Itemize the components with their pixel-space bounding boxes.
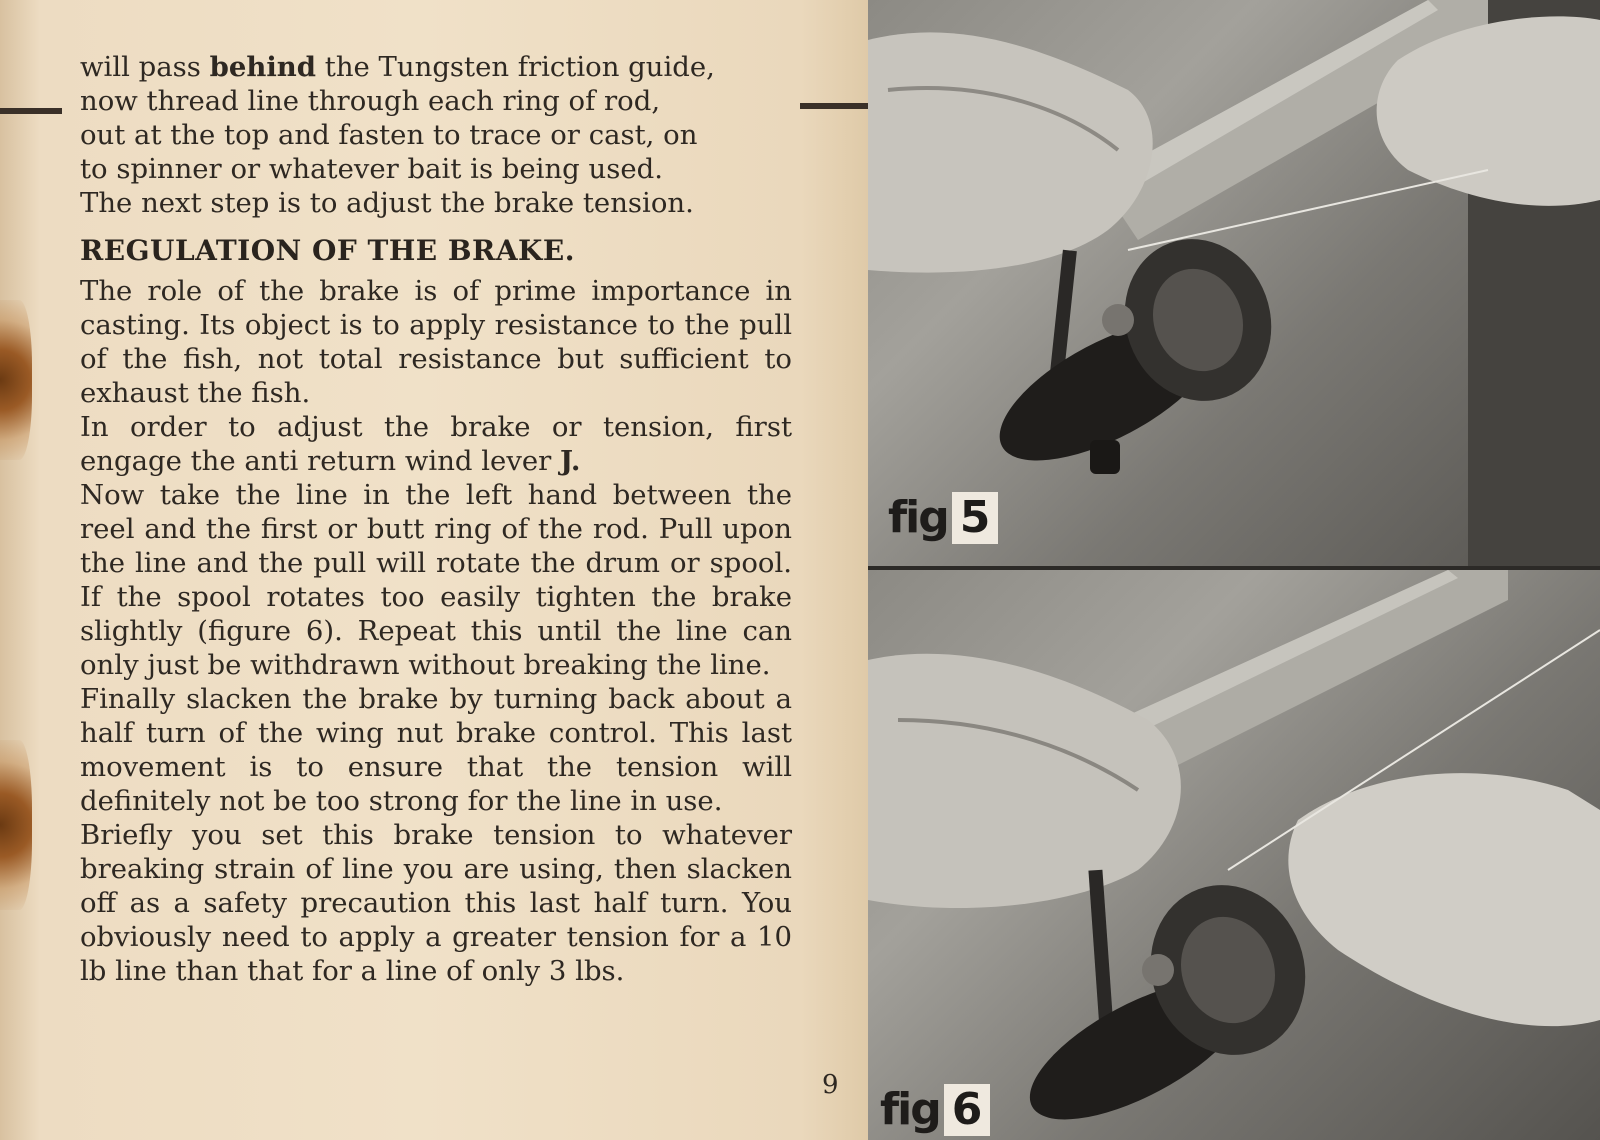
figure-6-photo	[868, 570, 1600, 1140]
intro-line: The next step is to adjust the brake tension.	[80, 187, 694, 219]
paragraph: In order to adjust the brake or tension, first engage the anti return wind lever J.	[80, 411, 792, 477]
intro-line: to spinner or whatever bait is being used.	[80, 153, 663, 185]
margin-dash	[800, 103, 868, 109]
intro-line: now thread line through each ring of rod,	[80, 85, 661, 117]
text-column	[80, 50, 792, 988]
paragraph: The role of the brake is of prime importance in casting. Its object is to apply resistance to the pull of the fish, not total resistance but sufficient to exhaust the fish.	[80, 275, 792, 409]
photo-page	[868, 0, 1600, 1140]
burn-mark	[0, 740, 32, 910]
paragraph: Finally slacken the brake by turning back about a half turn of the wing nut brake control. This last movement is to ensure that the tension will definitely not be too strong for the line in use.	[80, 683, 792, 817]
intro-line: will pass behind the Tungsten friction guide,	[80, 51, 715, 83]
margin-dash	[0, 108, 62, 114]
burn-mark	[0, 300, 32, 460]
section-heading: REGULATION OF THE BRAKE.	[80, 234, 575, 267]
reel-photo-illustration	[868, 0, 1600, 566]
reel-photo-illustration	[868, 570, 1600, 1140]
figure-label-5: fig 5	[888, 492, 998, 544]
figure-label-6: fig 6	[880, 1084, 990, 1136]
figure-5-photo	[868, 0, 1600, 566]
intro-line: out at the top and fasten to trace or cast, on	[80, 119, 698, 151]
lever-letter: J.	[560, 445, 581, 477]
page-number: 9	[822, 1070, 839, 1100]
paragraph: Briefly you set this brake tension to whatever breaking strain of line you are using, then slacken off as a safety precaution this last half turn. You obviously need to apply a greater tension for a 10 lb line than that for a line of only 3 lbs.	[80, 819, 792, 987]
paragraph: Now take the line in the left hand between the reel and the first or butt ring of the rod. Pull upon the line and the pull will rotate the drum or spool. If the spool rotates too easily tighten the brake slightly (figure 6). Repeat this until the line can only just be withdrawn without breaking the line.	[80, 479, 792, 681]
